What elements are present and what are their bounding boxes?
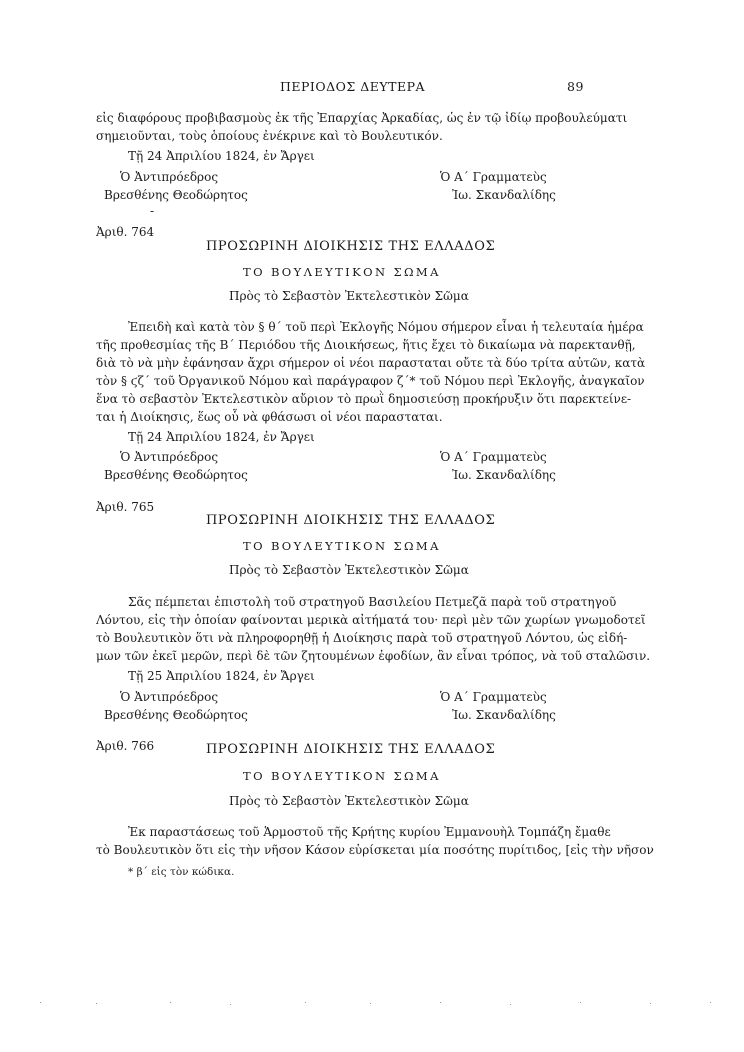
signature-right-title: Ὁ Α΄ Γραμματεὺς	[440, 450, 547, 464]
signature-right-name: Ἰω. Σκανδαλίδης	[452, 188, 556, 202]
body-line: μων τῶν ἐκεῖ μερῶν, περὶ δὲ τῶν ζητουμένων ἐφοδίων, ἂν εἶναι τρόπος, νὰ τοῦ σταλῶσιν.	[96, 649, 651, 663]
body-line: Ἐκ παραστάσεως τοῦ Ἁρμοστοῦ τῆς Κρήτης κυρίου Ἐμμανουὴλ Τομπάζη ἔμαθε	[128, 825, 611, 839]
body-line: Σᾶς πέμπεται ἐπιστολὴ τοῦ στρατηγοῦ Βασιλείου Πετμεζᾶ παρὰ τοῦ στρατηγοῦ	[128, 595, 617, 609]
running-title: ΠΕΡΙΟΔΟΣ ΔΕΥΤΕΡΑ	[280, 79, 426, 94]
document-subtitle: ΤΟ ΒΟΥΛΕΥΤΙΚΟΝ ΣΩΜΑ	[243, 769, 441, 783]
document-title: ΠΡΟΣΩΡΙΝΗ ΔΙΟΙΚΗΣΙΣ ΤΗΣ ΕΛΛΑΔΟΣ	[206, 513, 496, 528]
document-title: ΠΡΟΣΩΡΙΝΗ ΔΙΟΙΚΗΣΙΣ ΤΗΣ ΕΛΛΑΔΟΣ	[206, 239, 496, 254]
document-address: Πρὸς τὸ Σεβαστὸν Ἐκτελεστικὸν Σῶμα	[229, 289, 469, 303]
signature-right-name: Ἰω. Σκανδαλίδης	[452, 708, 556, 722]
body-line: Ἐπειδὴ καὶ κατὰ τὸν § θ΄ τοῦ περὶ Ἐκλογῆς Νόμου σήμερον εἶναι ἡ τελευταία ἡμέρα	[128, 320, 644, 334]
document-subtitle: ΤΟ ΒΟΥΛΕΥΤΙΚΟΝ ΣΩΜΑ	[243, 539, 441, 553]
footnote: * β΄ εἰς τὸν κώδικα.	[128, 866, 235, 878]
signature-right-title: Ὁ Α΄ Γραμματεὺς	[440, 170, 547, 184]
body-line: ἕνα τὸ σεβαστὸν Ἐκτελεστικὸν αὔριον τὸ πρωῒ δημοσιεύσῃ προκήρυξιν ὅτι παρεκτείνε-	[96, 392, 632, 406]
signature-left-name: Βρεσθένης Θεοδώρητος	[104, 708, 248, 722]
body-line: τὸ Βουλευτικὸν ὅτι εἰς τὴν νῆσον Κάσον εὑρίσκεται μία ποσότης πυρίτιδος, [εἰς τὴν νῆσον	[96, 843, 654, 857]
body-line: Λόντου, εἰς τὴν ὁποίαν φαίνονται μερικὰ αἰτήματά του· περὶ μὲν τῶν χωρίων γνωμοδοτεῖ	[96, 613, 646, 627]
document-number: Ἀριθ. 764	[96, 225, 155, 239]
document-address: Πρὸς τὸ Σεβαστὸν Ἐκτελεστικὸν Σῶμα	[229, 563, 469, 577]
intro-date: Τῇ 24 Ἀπριλίου 1824, ἐν Ἄργει	[128, 149, 315, 163]
intro-line: εἰς διαφόρους προβιβασμοὺς ἐκ τῆς Ἐπαρχίας Ἀρκαδίας, ὡς ἐν τῷ ἰδίῳ προβουλεύματι	[96, 111, 628, 125]
document-date: Τῇ 25 Ἀπριλίου 1824, ἐν Ἄργει	[128, 669, 315, 683]
signature-left-name: Βρεσθένης Θεοδώρητος	[104, 468, 248, 482]
body-line: τῆς προθεσμίας τῆς Β΄ Περιόδου τῆς Διοικήσεως, ἥτις ἔχει τὸ δικαίωμα νὰ παρεκτανθῇ,	[96, 338, 636, 352]
body-line: τὸν § ϛζ΄ τοῦ Ὀργανικοῦ Νόμου καὶ παράγραφον ζ΄* τοῦ Νόμου περὶ Ἐκλογῆς, ἀναγκαῖον	[96, 374, 645, 388]
signature-left-title: Ὁ Ἀντιπρόεδρος	[120, 690, 219, 704]
signature-right-title: Ὁ Α΄ Γραμματεὺς	[440, 690, 547, 704]
body-line: τὸ Βουλευτικὸν ὅτι νὰ πληροφορηθῇ ἡ Διοίκησις παρὰ τοῦ στρατηγοῦ Λόντου, ὡς εἰδή-	[96, 631, 628, 645]
document-number: Ἀριθ. 766	[96, 739, 155, 753]
signature-left-name: Βρεσθένης Θεοδώρητος	[104, 188, 248, 202]
signature-left-title: Ὁ Ἀντιπρόεδρος	[120, 170, 219, 184]
signature-left-title: Ὁ Ἀντιπρόεδρος	[120, 450, 219, 464]
signature-right-name: Ἰω. Σκανδαλίδης	[452, 468, 556, 482]
body-line: διὰ τὸ νὰ μὴν ἐφάνησαν ἄχρι σήμερον οἱ νέοι παρασταται οὔτε τὰ δύο τρίτα αὐτῶν, κατὰ	[96, 356, 646, 370]
document-address: Πρὸς τὸ Σεβαστὸν Ἐκτελεστικὸν Σῶμα	[229, 794, 469, 808]
document-subtitle: ΤΟ ΒΟΥΛΕΥΤΙΚΟΝ ΣΩΜΑ	[243, 265, 441, 279]
intro-line: σημειοῦνται, τοὺς ὁποίους ἐνέκρινε καὶ τὸ Βουλευτικόν.	[96, 129, 443, 143]
document-title: ΠΡΟΣΩΡΙΝΗ ΔΙΟΙΚΗΣΙΣ ΤΗΣ ΕΛΛΑΔΟΣ	[206, 742, 496, 757]
document-number: Ἀριθ. 765	[96, 500, 155, 514]
document-date: Τῇ 24 Ἀπριλίου 1824, ἐν Ἄργει	[128, 430, 315, 444]
separator-dash: -	[150, 204, 155, 218]
page-number: 89	[567, 79, 584, 94]
body-line: ται ἡ Διοίκησις, ἕως οὗ νὰ φθάσωσι οἱ νέοι παρασταται.	[96, 410, 443, 424]
